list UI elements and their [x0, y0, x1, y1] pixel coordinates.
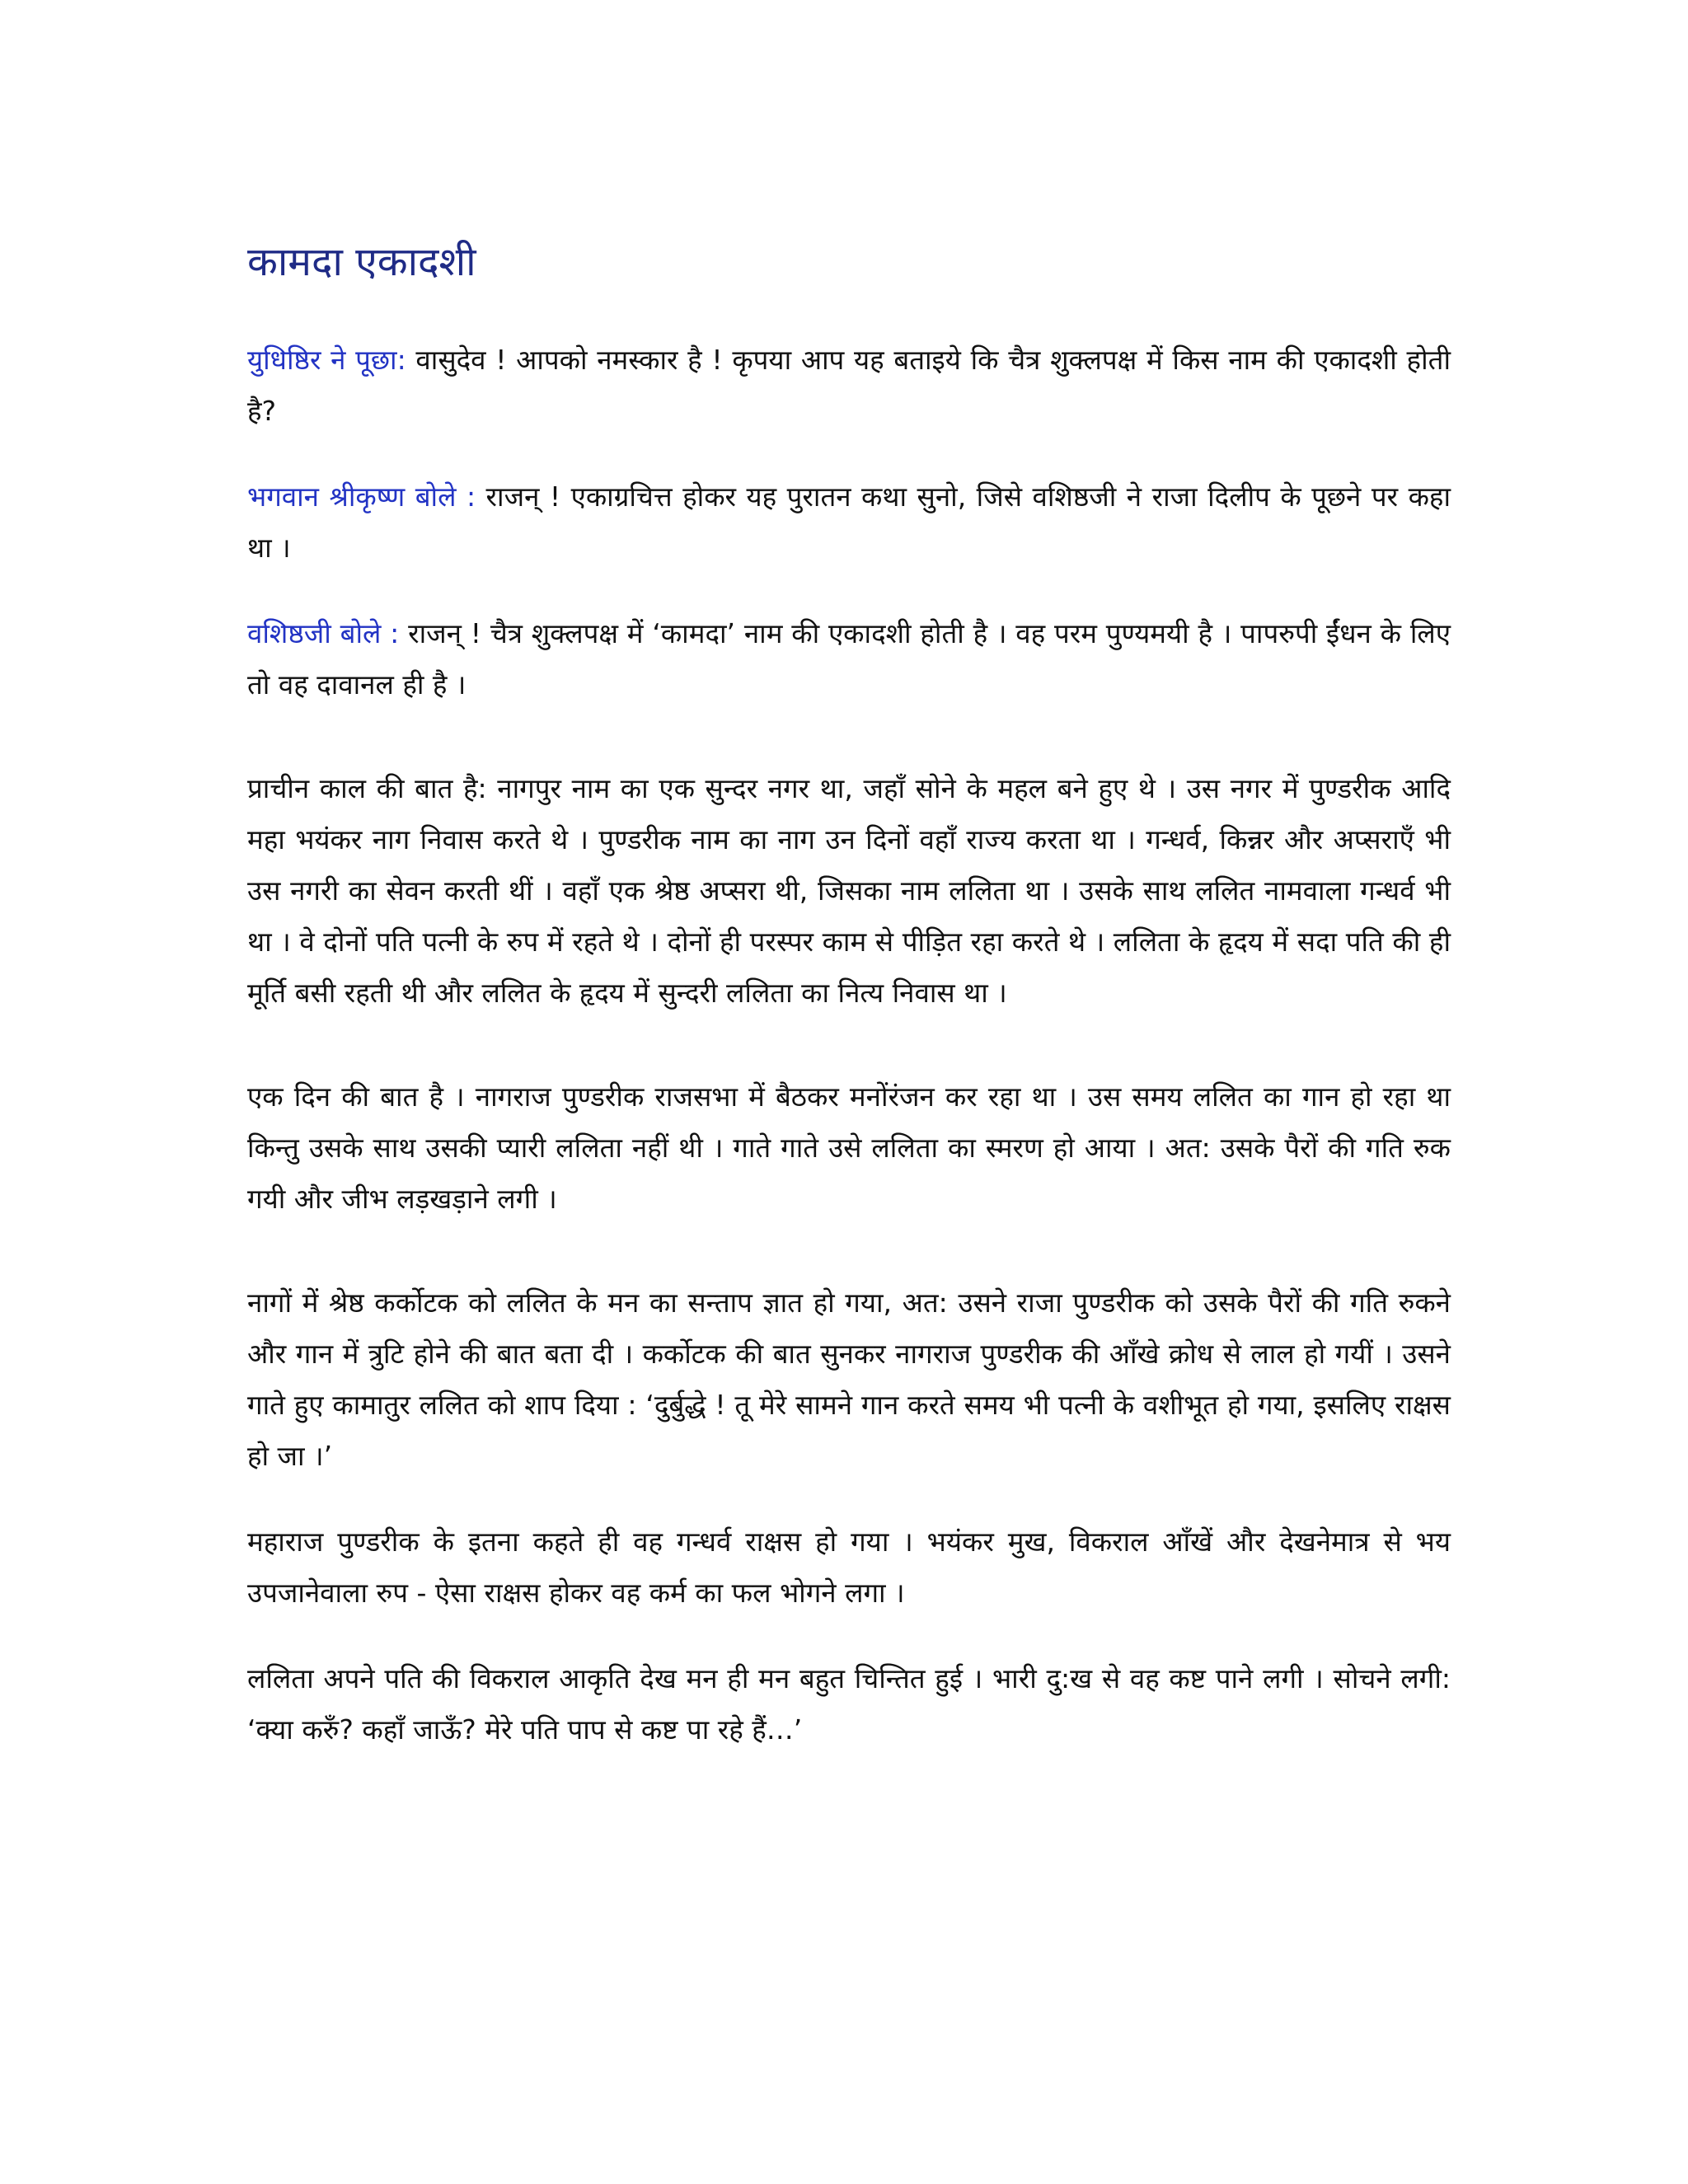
paragraph-text: राजन् ! चैत्र शुक्लपक्ष में ‘कामदा’ नाम की एकादशी होती है । वह परम पुण्यमयी है । पापरुपी ईंधन के लिए तो वह दावानल ही है । — [247, 616, 1451, 701]
paragraph-text: राजन् ! एकाग्रचित्त होकर यह पुरातन कथा सुनो, जिसे वशिष्ठजी ने राजा दिलीप के पूछने पर कहा था । — [247, 480, 1451, 564]
paragraph-text: वासुदेव ! आपको नमस्कार है ! कृपया आप यह बताइये कि चैत्र शुक्लपक्ष में किस नाम की एकादशी होती है? — [247, 343, 1451, 427]
paragraph-text: ललिता अपने पति की विकराल आकृति देख मन ही मन बहुत चिन्तित हुई । भारी दु:ख से वह कष्ट पाने लगी । सोचने लगी: ‘क्या करुँ? कहाँ जाऊँ? मेरे पति पाप से कष्ट पा रहे हैं…’ — [247, 1661, 1451, 1746]
document-page — [247, 239, 1451, 1790]
paragraph-story-1 — [247, 763, 1451, 1019]
paragraph-text: नागों में श्रेष्ठ कर्कोटक को ललित के मन का सन्ताप ज्ञात हो गया, अत: उसने राजा पुण्डरीक को उसके पैरों की गति रुकने और गान में त्रुटि होने की बात बता दी । कर्कोटक की बात सुनकर नागराज पुण्डरीक की आँखे क्रोध से लाल हो गयीं । उसने गाते हुए कामातुर ललित को शाप दिया : ‘दुर्बुद्धे ! तू मेरे सामने गान करते समय भी पत्नी के वशीभूत हो गया, इसलिए राक्षस हो जा ।’ — [247, 1286, 1451, 1472]
paragraph-story-2 — [247, 1071, 1451, 1225]
paragraph-yudhishthira — [247, 335, 1451, 437]
paragraph-story-5 — [247, 1653, 1451, 1755]
paragraph-text: एक दिन की बात है । नागराज पुण्डरीक राजसभा में बैठकर मनोंरंजन कर रहा था । उस समय ललित का गान हो रहा था किन्तु उसके साथ उसकी प्यारी ललिता नहीं थी । गाते गाते उसे ललिता का स्मरण हो आया । अत: उसके पैरों की गति रुक गयी और जीभ लड़खड़ाने लगी । — [247, 1080, 1451, 1215]
paragraph-text: महाराज पुण्डरीक के इतना कहते ही वह गन्धर्व राक्षस हो गया । भयंकर मुख, विकराल आँखें और देखनेमात्र से भय उपजानेवाला रुप - ऐसा राक्षस होकर वह कर्म का फल भोगने लगा । — [247, 1525, 1451, 1609]
speaker-label: युधिष्ठिर ने पूछा: — [247, 343, 406, 376]
paragraph-vashishtha — [247, 608, 1451, 710]
paragraph-story-3 — [247, 1277, 1451, 1482]
paragraph-krishna — [247, 471, 1451, 574]
paragraph-story-4 — [247, 1516, 1451, 1619]
paragraph-text: प्राचीन काल की बात है: नागपुर नाम का एक सुन्दर नगर था, जहाँ सोने के महल बने हुए थे । उस नगर में पुण्डरीक आदि महा भयंकर नाग निवास करते थे । पुण्डरीक नाम का नाग उन दिनों वहाँ राज्य करता था । गन्धर्व, किन्नर और अप्सराएँ भी उस नगरी का सेवन करती थीं । वहाँ एक श्रेष्ठ अप्सरा थी, जिसका नाम ललिता था । उसके साथ ललित नामवाला गन्धर्व भी था । वे दोनों पति पत्नी के रुप में रहते थे । दोनों ही परस्पर काम से पीड़ित रहा करते थे । ललिता के हृदय में सदा पति की ही मूर्ति बसी रहती थी और ललित के हृदय में सुन्दरी ललिता का नित्य निवास था । — [247, 771, 1451, 1009]
page-title: कामदा एकादशी — [247, 239, 476, 285]
speaker-label: भगवान श्रीकृष्ण बोले : — [247, 480, 476, 513]
speaker-label: वशिष्ठजी बोले : — [247, 616, 400, 649]
